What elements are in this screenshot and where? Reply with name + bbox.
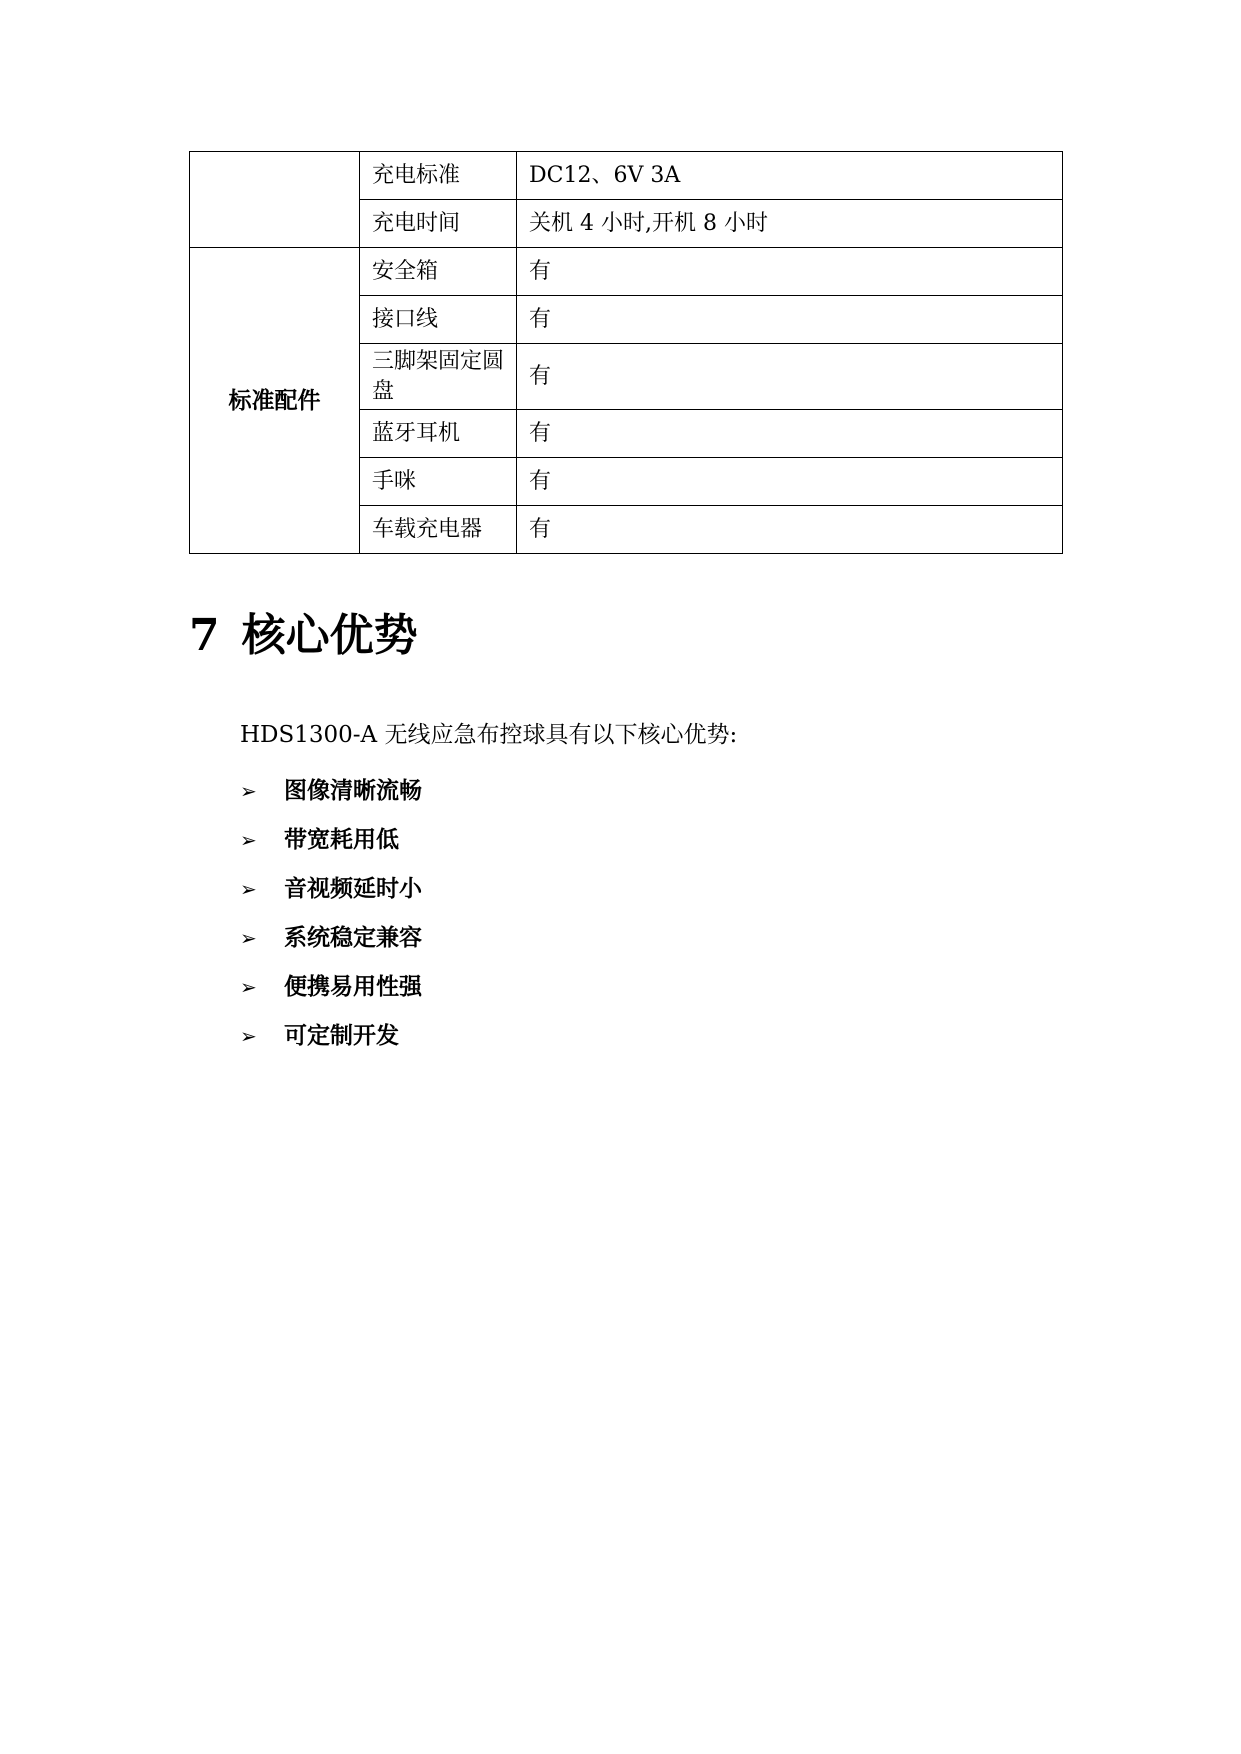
row-label: 车载充电器 bbox=[360, 506, 517, 554]
row-label: 安全箱 bbox=[360, 248, 517, 296]
arrowhead-bullet-icon: ➢ bbox=[240, 1023, 257, 1048]
list-item-text: 音视频延时小 bbox=[284, 875, 422, 902]
group-label-accessories: 标准配件 bbox=[190, 248, 360, 554]
row-label: 手咪 bbox=[360, 458, 517, 506]
list-item-text: 系统稳定兼容 bbox=[284, 924, 422, 951]
section-number: 7 bbox=[189, 610, 220, 661]
spec-table bbox=[189, 151, 1063, 554]
advantages-list bbox=[240, 766, 422, 1060]
row-value: 有 bbox=[517, 296, 1063, 344]
section-title: 核心优势 bbox=[241, 610, 418, 661]
section-intro: HDS1300-A 无线应急布控球具有以下核心优势: bbox=[240, 722, 738, 748]
arrowhead-bullet-icon: ➢ bbox=[240, 778, 257, 803]
row-value: DC12、6V 3A bbox=[517, 152, 1063, 200]
list-item-text: 便携易用性强 bbox=[284, 973, 422, 1000]
row-value: 有 bbox=[517, 506, 1063, 554]
row-value: 有 bbox=[517, 458, 1063, 506]
list-item bbox=[240, 864, 422, 913]
row-label: 三脚架固定圆盘 bbox=[360, 344, 517, 410]
group-cell-empty bbox=[190, 152, 360, 248]
list-item-text: 带宽耗用低 bbox=[284, 826, 399, 853]
table-row bbox=[190, 152, 1063, 200]
row-label: 蓝牙耳机 bbox=[360, 410, 517, 458]
arrowhead-bullet-icon: ➢ bbox=[240, 974, 257, 999]
table-row bbox=[190, 248, 1063, 296]
row-label: 充电标准 bbox=[360, 152, 517, 200]
list-item-text: 图像清晰流畅 bbox=[284, 777, 422, 804]
arrowhead-bullet-icon: ➢ bbox=[240, 876, 257, 901]
section-heading bbox=[189, 606, 418, 666]
row-value: 有 bbox=[517, 344, 1063, 410]
list-item bbox=[240, 766, 422, 815]
list-item bbox=[240, 815, 422, 864]
list-item bbox=[240, 1011, 422, 1060]
list-item bbox=[240, 913, 422, 962]
row-value: 有 bbox=[517, 248, 1063, 296]
row-value: 有 bbox=[517, 410, 1063, 458]
row-label: 充电时间 bbox=[360, 200, 517, 248]
row-value: 关机 4 小时,开机 8 小时 bbox=[517, 200, 1063, 248]
row-label: 接口线 bbox=[360, 296, 517, 344]
arrowhead-bullet-icon: ➢ bbox=[240, 925, 257, 950]
list-item bbox=[240, 962, 422, 1011]
list-item-text: 可定制开发 bbox=[284, 1022, 399, 1049]
arrowhead-bullet-icon: ➢ bbox=[240, 827, 257, 852]
